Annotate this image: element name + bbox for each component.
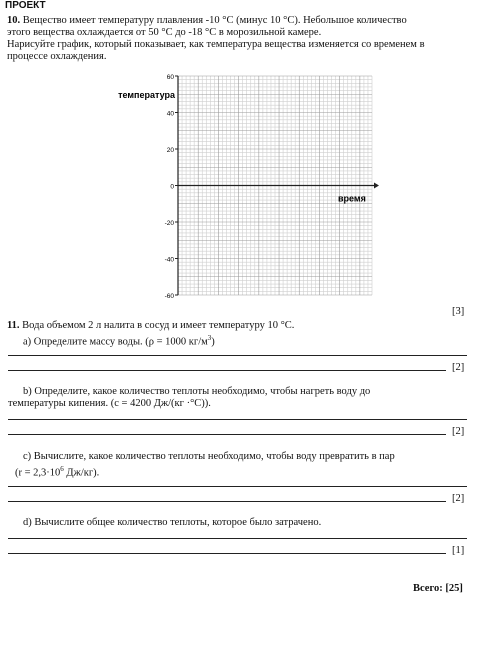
q10-line1: Вещество имеет температуру плавления -10 °С (минус 10 °С). Небольшое количество [22, 15, 407, 26]
answer-line[interactable] [8, 553, 446, 554]
y-tick-label: 0 [170, 183, 174, 191]
q11-intro-row [7, 320, 294, 332]
y-axis-label: температура [118, 89, 175, 100]
q11c-sup: 6 [60, 465, 64, 473]
y-tick-label: 20 [166, 147, 174, 154]
q11d-marks: [1] [452, 545, 465, 556]
answer-line[interactable] [8, 538, 467, 539]
q11a-close: ) [211, 336, 215, 348]
y-tick-label: 60 [166, 74, 174, 81]
y-tick-label: -60 [164, 293, 174, 300]
q11a-label: а) Определите массу воды. (ρ = 1000 кг/м [23, 336, 208, 348]
y-tick-labels [165, 74, 178, 300]
header-label: ПРОЕКТ [5, 0, 46, 11]
q11c-line1: с) Вычислите, какое количество теплоты необходимо, чтобы воду превратить в пар [23, 451, 395, 462]
q11c-post: Дж/кг). [63, 467, 100, 479]
x-axis-arrow [374, 183, 379, 189]
total-score: Всего: [25] [413, 583, 463, 594]
q11a-marks: [2] [452, 362, 465, 373]
q11b-line2: температуры кипения. (c = 4200 Дж/(кг ·°С)). [8, 398, 211, 409]
y-tick-label: -40 [164, 256, 174, 264]
q10-line2: этого вещества охлаждается от 50 °С до -18 °С в морозильной камере. [7, 27, 322, 38]
answer-line[interactable] [8, 486, 467, 487]
x-axis-label: время [338, 193, 366, 204]
answer-line[interactable] [8, 370, 446, 371]
q11-intro: Вода объемом 2 л налита в сосуд и имеет температуру 10 °С. [22, 320, 295, 331]
q11-number: 11. [7, 320, 20, 331]
q10-number: 10. [7, 15, 21, 26]
q11a-sup: 3 [207, 334, 212, 342]
q10-line4: процессе охлаждения. [7, 51, 107, 62]
q11c-pre: (r = 2,3·10 [15, 467, 61, 479]
q11c-marks: [2] [452, 493, 465, 504]
q10-line3: Нарисуйте график, который показывает, как температура вещества изменяется со временем в [7, 39, 425, 50]
answer-line[interactable] [8, 501, 446, 502]
answer-line[interactable] [8, 419, 467, 420]
q10-text [7, 15, 473, 63]
q11b-line1: b) Определите, какое количество теплоты необходимо, чтобы нагреть воду до [23, 386, 371, 397]
q11a-text [23, 332, 215, 349]
q11b-marks: [2] [452, 426, 465, 437]
q11c-line2 [15, 463, 99, 480]
q10-marks: [3] [452, 306, 465, 317]
temperature-time-graph [118, 70, 377, 302]
q11d-text: d) Вычислите общее количество теплоты, которое было затрачено. [23, 517, 322, 528]
answer-line[interactable] [8, 434, 446, 435]
answer-line[interactable] [8, 355, 467, 356]
y-tick-label: -20 [164, 220, 174, 227]
y-tick-label: 40 [166, 110, 174, 118]
